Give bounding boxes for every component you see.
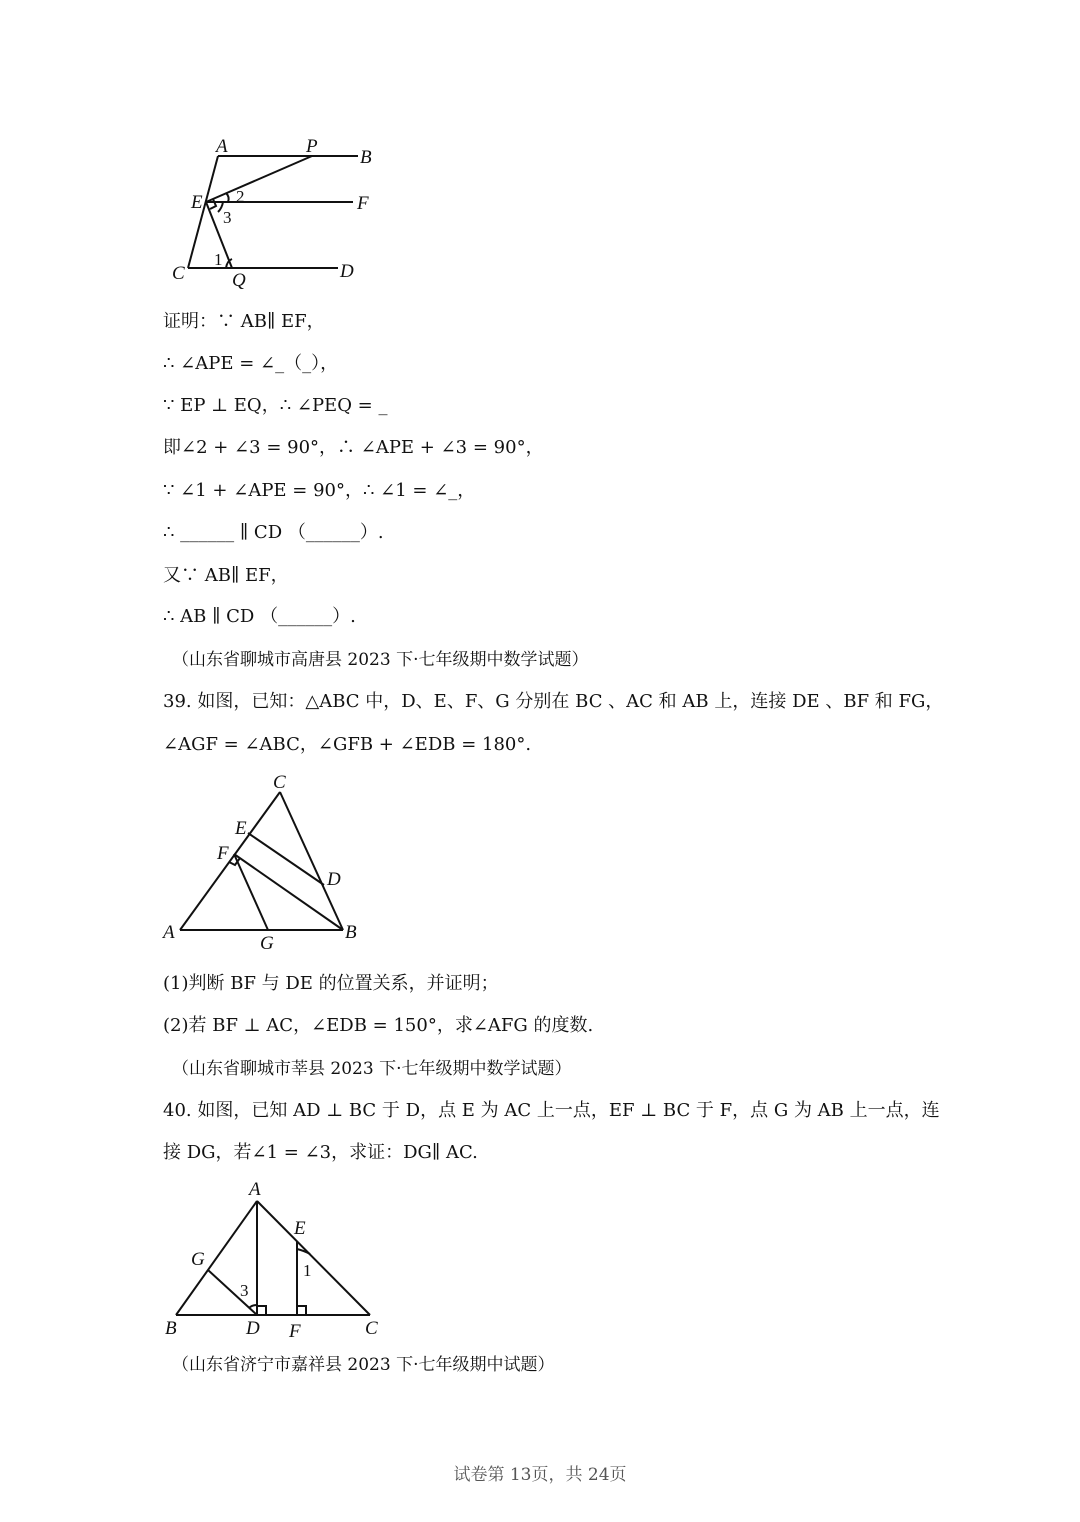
proof-line-7: 又∵ AB∥ EF， xyxy=(163,565,289,586)
proof-line-6: ∴ ______ ∥ CD （______）. xyxy=(163,522,384,543)
q39-part-1: (1)判断 BF 与 DE 的位置关系，并证明； xyxy=(163,973,499,994)
proof-line-3: ∵ EP ⊥ EQ，∴ ∠PEQ = _ xyxy=(163,395,388,416)
label-a: A xyxy=(163,922,175,943)
figure-triangle-abc xyxy=(160,768,380,958)
proof-line-8: ∴ AB ∥ CD （______）. xyxy=(163,606,356,627)
q39-text-line-1: 39. 如图，已知：△ABC 中，D、E、F、G 分别在 BC 、AC 和 AB 上，连接 DE 、BF 和 FG， xyxy=(163,691,944,712)
segment-ac xyxy=(257,1201,370,1315)
label-f: F xyxy=(289,1321,301,1342)
label-e: E xyxy=(294,1218,306,1239)
label-angle-3: 3 xyxy=(240,1281,249,1300)
right-angle-mark-d xyxy=(257,1306,266,1315)
label-b: B xyxy=(165,1318,177,1339)
label-angle-1: 1 xyxy=(303,1261,312,1280)
q40-source: （山东省济宁市嘉祥县 2023 下·七年级期中试题） xyxy=(172,1355,555,1375)
label-d: D xyxy=(327,869,341,890)
label-e: E xyxy=(191,192,203,213)
segment-ep xyxy=(206,156,312,202)
label-angle-3: 3 xyxy=(223,208,232,227)
proof-line-4: 即∠2 + ∠3 = 90°，∴ ∠APE + ∠3 = 90°， xyxy=(163,437,544,458)
q39-text-line-2: ∠AGF = ∠ABC，∠GFB + ∠EDB = 180°. xyxy=(163,734,532,755)
right-angle-mark-f xyxy=(297,1306,306,1315)
q39-part-2: (2)若 BF ⊥ AC，∠EDB = 150°，求∠AFG 的度数. xyxy=(163,1015,594,1036)
label-c: C xyxy=(273,772,286,793)
figure-parallel-lines xyxy=(160,130,400,300)
q40-text-line-2: 接 DG，若∠1 = ∠3，求证：DG∥ AC. xyxy=(163,1142,478,1163)
label-d: D xyxy=(246,1318,260,1339)
label-g: G xyxy=(191,1249,205,1270)
proof-line-2: ∴ ∠APE = ∠_（_）， xyxy=(163,353,339,374)
label-e: E xyxy=(235,818,247,839)
angle-arc-2 xyxy=(226,193,229,202)
label-b: B xyxy=(345,922,357,943)
label-angle-2: 2 xyxy=(236,187,245,206)
q39-source: （山东省聊城市莘县 2023 下·七年级期中数学试题） xyxy=(172,1059,572,1079)
angle-arc-3 xyxy=(249,1305,257,1308)
proof-line-5: ∵ ∠1 + ∠APE = 90°，∴ ∠1 = ∠_， xyxy=(163,480,476,501)
segment-de xyxy=(248,833,324,885)
segment-ac xyxy=(180,792,280,930)
label-a: A xyxy=(249,1179,261,1200)
label-c: C xyxy=(365,1318,378,1339)
page-footer: 试卷第 13页，共 24页 xyxy=(453,1465,627,1485)
proof-line-1: 证明：∵ AB∥ EF， xyxy=(163,311,325,332)
q40-text-line-1: 40. 如图，已知 AD ⊥ BC 于 D，点 E 为 AC 上一点，EF ⊥ BC 于 F，点 G 为 AB 上一点，连 xyxy=(163,1100,940,1121)
label-b: B xyxy=(360,147,372,168)
figure-triangle-abc-altitudes xyxy=(160,1175,390,1345)
proof-source: （山东省聊城市高唐县 2023 下·七年级期中数学试题） xyxy=(172,650,589,670)
label-d: D xyxy=(340,261,354,282)
label-angle-1: 1 xyxy=(214,250,223,269)
label-f: F xyxy=(217,843,229,864)
label-p: P xyxy=(306,136,318,157)
label-q: Q xyxy=(232,270,246,291)
label-g: G xyxy=(260,933,274,954)
label-c: C xyxy=(172,263,185,284)
label-f: F xyxy=(357,193,369,214)
label-a: A xyxy=(216,136,228,157)
